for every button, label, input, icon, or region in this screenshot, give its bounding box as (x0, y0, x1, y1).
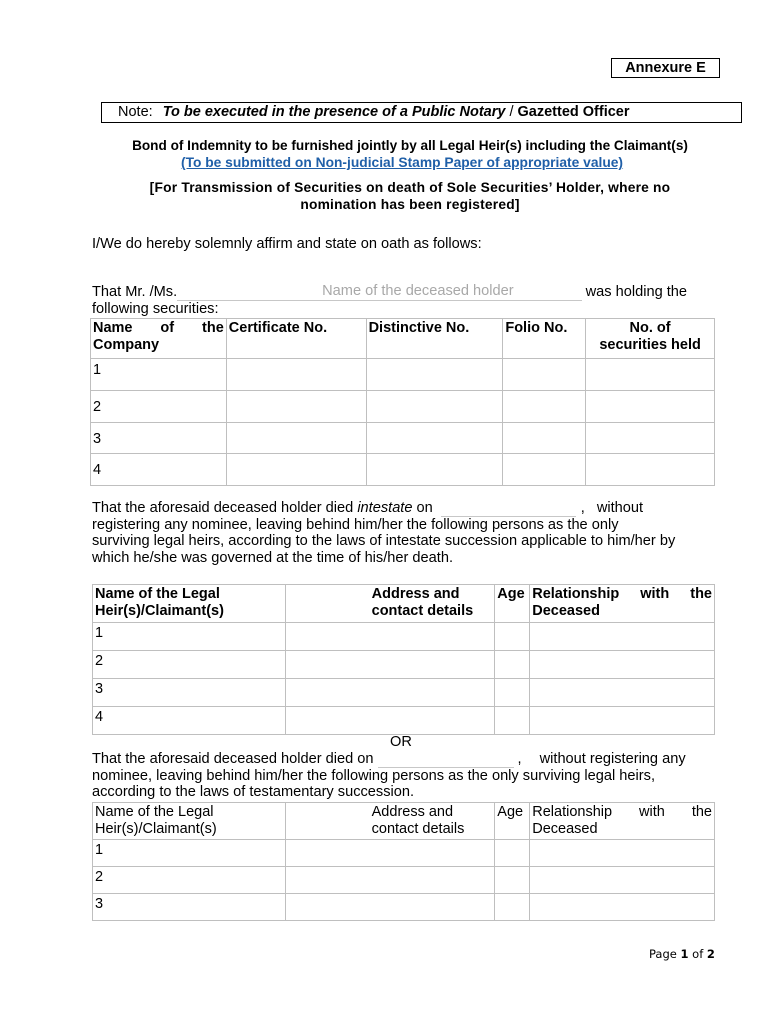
intestate-comma: , (580, 500, 585, 516)
table-row (93, 679, 715, 707)
row-number: 3 (93, 679, 286, 707)
distinctive-cell[interactable] (366, 391, 503, 423)
header-relationship: Relationship with the Deceased (530, 803, 715, 840)
table-row (91, 454, 715, 486)
intestate-word: intestate (357, 500, 413, 516)
page-number: Page 1 of 2 (649, 947, 715, 961)
folio-cell[interactable] (503, 422, 586, 454)
row-number: 1 (91, 359, 227, 391)
securities-table-header (91, 319, 715, 359)
table-row (93, 623, 715, 651)
intestate-prefix: That the aforesaid deceased holder died (92, 500, 354, 516)
intestate-without: without (596, 500, 644, 516)
header-address: Address and contact details (285, 585, 495, 623)
folio-cell[interactable] (503, 391, 586, 423)
row-number: 1 (93, 623, 286, 651)
header-heir-name: Name of the Legal Heir(s)/Claimant(s) (93, 585, 286, 623)
transmission-line-2: nomination has been registered] (300, 197, 520, 212)
age-cell[interactable] (495, 867, 530, 894)
or-separator: OR (390, 734, 412, 750)
heirs-table-header (93, 803, 715, 840)
row-number: 2 (93, 867, 286, 894)
certificate-cell[interactable] (226, 359, 366, 391)
intestate-line-4: which he/she was governed at the time of his/her death. (92, 549, 454, 566)
table-row (91, 422, 715, 454)
certificate-cell[interactable] (226, 422, 366, 454)
annexure-label: Annexure E (611, 58, 720, 78)
row-number: 1 (93, 840, 286, 867)
header-heir-name: Name of the Legal Heir(s)/Claimant(s) (93, 803, 286, 840)
holding-line-2: following securities: (92, 301, 219, 317)
row-number: 4 (93, 707, 286, 735)
address-cell[interactable] (285, 707, 495, 735)
relationship-cell[interactable] (530, 707, 715, 735)
address-cell[interactable] (285, 679, 495, 707)
certificate-cell[interactable] (226, 454, 366, 486)
header-distinctive-no: Distinctive No. (366, 319, 503, 359)
count-cell[interactable] (586, 454, 715, 486)
relationship-cell[interactable] (530, 651, 715, 679)
address-cell[interactable] (285, 867, 495, 894)
table-row (93, 867, 715, 894)
folio-cell[interactable] (503, 454, 586, 486)
intestate-on: on (416, 500, 433, 516)
age-cell[interactable] (495, 623, 530, 651)
holder-name-blank-right[interactable] (514, 300, 582, 301)
table-row (93, 651, 715, 679)
count-cell[interactable] (586, 359, 715, 391)
relationship-cell[interactable] (530, 623, 715, 651)
testamentary-line-3: according to the laws of testamentary succession. (92, 784, 415, 800)
table-row (93, 894, 715, 921)
header-company: Name of the Company (91, 319, 227, 359)
header-certificate-no: Certificate No. (226, 319, 366, 359)
header-address: Address and contact details (285, 803, 495, 840)
header-age: Age (495, 803, 530, 840)
bond-title: Bond of Indemnity to be furnished jointly by all Legal Heir(s) including the Claimant(s) (132, 138, 688, 153)
address-cell[interactable] (285, 840, 495, 867)
transmission-heading (92, 179, 728, 213)
testamentary-comma: , (517, 751, 522, 767)
count-cell[interactable] (586, 391, 715, 423)
note-officer: Gazetted Officer (517, 104, 630, 120)
table-row (93, 840, 715, 867)
holding-suffix: was holding the (585, 284, 688, 300)
header-securities-count: No. of securities held (586, 319, 715, 359)
relationship-cell[interactable] (530, 679, 715, 707)
row-number: 3 (91, 422, 227, 454)
relationship-cell[interactable] (530, 894, 715, 921)
intestate-line-2: registering any nominee, leaving behind him/her the following persons as the only (92, 516, 619, 533)
legal-heirs-table-intestate (92, 584, 715, 735)
row-number: 4 (91, 454, 227, 486)
table-row (91, 359, 715, 391)
folio-cell[interactable] (503, 359, 586, 391)
row-number: 2 (93, 651, 286, 679)
distinctive-cell[interactable] (366, 454, 503, 486)
header-folio-no: Folio No. (503, 319, 586, 359)
certificate-cell[interactable] (226, 391, 366, 423)
distinctive-cell[interactable] (366, 422, 503, 454)
address-cell[interactable] (285, 651, 495, 679)
stamp-paper-note: (To be submitted on Non-judicial Stamp Paper of appropriate value) (180, 155, 624, 170)
table-row (91, 391, 715, 423)
row-number: 3 (93, 894, 286, 921)
holding-prefix: That Mr. /Ms. (92, 284, 178, 300)
table-row (93, 707, 715, 735)
address-cell[interactable] (285, 894, 495, 921)
transmission-line-1: [For Transmission of Securities on death of Sole Securities’ Holder, where no (149, 180, 671, 195)
age-cell[interactable] (495, 679, 530, 707)
relationship-cell[interactable] (530, 840, 715, 867)
age-cell[interactable] (495, 840, 530, 867)
securities-table (90, 318, 715, 486)
address-cell[interactable] (285, 623, 495, 651)
count-cell[interactable] (586, 422, 715, 454)
note-label: Note: (118, 104, 153, 120)
testamentary-paragraph (92, 751, 714, 801)
testamentary-rest: without registering any (539, 751, 686, 767)
header-relationship: Relationship with the Deceased (530, 585, 715, 623)
relationship-cell[interactable] (530, 867, 715, 894)
notary-note (101, 102, 742, 123)
intestate-paragraph (92, 500, 714, 566)
distinctive-cell[interactable] (366, 359, 503, 391)
header-age: Age (495, 585, 530, 623)
testamentary-line-2: nominee, leaving behind him/her the following persons as the only surviving legal heirs, (92, 767, 655, 784)
age-cell[interactable] (495, 651, 530, 679)
age-cell[interactable] (495, 707, 530, 735)
deceased-holder-name-field[interactable]: Name of the deceased holder (322, 283, 514, 299)
testamentary-prefix: That the aforesaid deceased holder died on (92, 751, 374, 767)
note-separator: / (505, 104, 518, 120)
note-italic-text: To be executed in the presence of a Public Notary (162, 104, 506, 120)
legal-heirs-table-testamentary (92, 802, 715, 921)
holding-paragraph (92, 283, 714, 318)
row-number: 2 (91, 391, 227, 423)
intestate-line-3: surviving legal heirs, according to the laws of intestate succession applicable to him/her by (92, 533, 676, 549)
affirm-statement: I/We do hereby solemnly affirm and state on oath as follows: (92, 236, 482, 252)
heirs-table-header (93, 585, 715, 623)
age-cell[interactable] (495, 894, 530, 921)
